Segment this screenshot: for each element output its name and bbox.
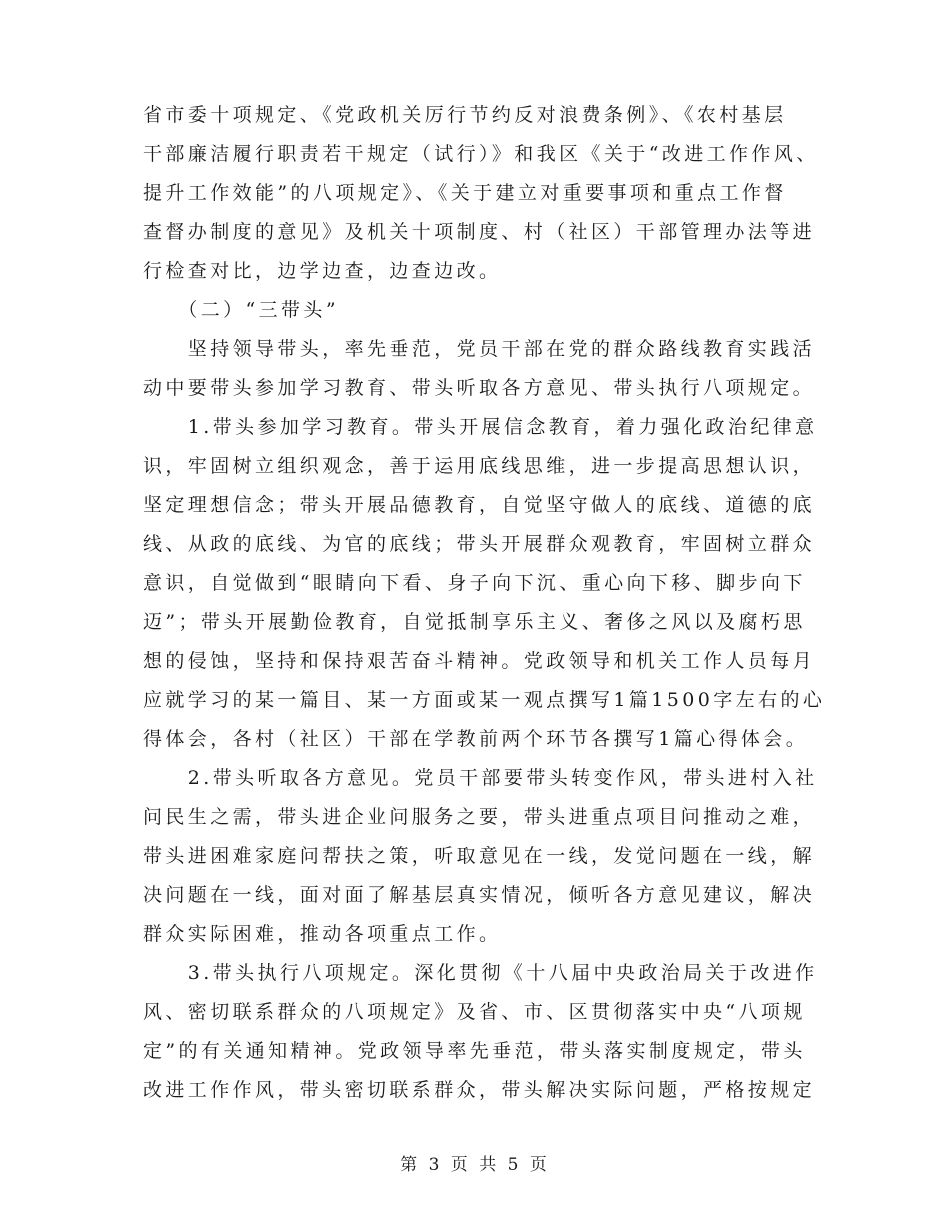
- text-line: 线、从政的底线、为官的底线；带头开展群众观教育，牢固树立群众: [143, 533, 816, 555]
- paragraph-intro: [143, 330, 816, 408]
- text-line: 省市委十项规定、《党政机关厉行节约反对浪费条例》、《农村基层: [143, 104, 787, 126]
- text-line: 群众实际困难，推动各项重点工作。: [143, 923, 502, 945]
- paragraph-continuation: [143, 96, 819, 291]
- text-line: 坚持领导带头，率先垂范，党员干部在党的群众路线教育实践活: [143, 338, 816, 360]
- text-line: 1.带头参加学习教育。带头开展信念教育，着力强化政治纪律意: [143, 416, 818, 438]
- text-line: 坚定理想信念；带头开展品德教育，自觉坚守做人的底线、道德的底: [143, 494, 816, 516]
- section-heading: [143, 291, 808, 330]
- paragraph-item-1: [143, 408, 826, 759]
- text-line: 带头进困难家庭问帮扶之策，听取意见在一线，发觉问题在一线，解: [143, 845, 816, 867]
- heading-line: （二）“三带头”: [143, 299, 339, 321]
- text-line: 干部廉洁履行职责若干规定（试行）》和我区《关于“改进工作作风、: [143, 143, 819, 165]
- text-line: 识，牢固树立组织观念，善于运用底线思维，进一步提高思想认识，: [143, 455, 816, 477]
- text-line: 决问题在一线，面对面了解基层真实情况，倾听各方意见建议，解决: [143, 884, 816, 906]
- text-line: 提升工作效能”的八项规定》、《关于建立对重要事项和重点工作督: [143, 182, 787, 204]
- text-line: 得体会，各村（社区）干部在学教前两个环节各撰写1篇心得体会。: [143, 728, 809, 750]
- paragraph-item-3: [143, 954, 818, 1110]
- text-line: 2.带头听取各方意见。党员干部要带头转变作风，带头进村入社: [143, 767, 818, 789]
- text-line: 风、密切联系群众的八项规定》及省、市、区贯彻落实中央“八项规: [143, 1001, 806, 1023]
- text-line: 问民生之需，带头进企业问服务之要，带头进重点项目问推动之难，: [143, 806, 816, 828]
- text-line: 应就学习的某一篇目、某一方面或某一观点撰写1篇1500字左右的心: [143, 689, 826, 711]
- text-line: 行检查对比，边学边查，边查边改。: [143, 260, 502, 282]
- text-line: 3.带头执行八项规定。深化贯彻《十八届中央政治局关于改进作: [143, 962, 818, 984]
- text-line: 动中要带头参加学习教育、带头听取各方意见、带头执行八项规定。: [143, 377, 816, 399]
- text-line: 意识，自觉做到“眼睛向下看、身子向下沉、重心向下移、脚步向下: [143, 572, 806, 594]
- page-number-footer: 第 3 页 共 5 页: [400, 1155, 550, 1175]
- document-body: [143, 96, 826, 1110]
- text-line: 定”的有关通知精神。党政领导率先垂范，带头落实制度规定，带头: [143, 1040, 806, 1062]
- text-line: 改进工作作风，带头密切联系群众，带头解决实际问题，严格按规定: [143, 1079, 816, 1101]
- paragraph-item-2: [143, 759, 818, 954]
- text-line: 查督办制度的意见》及机关十项制度、村（社区）干部管理办法等进: [143, 221, 816, 243]
- text-line: 迈”；带头开展勤俭教育，自觉抵制享乐主义、奢侈之风以及腐朽思: [143, 611, 806, 633]
- text-line: 想的侵蚀，坚持和保持艰苦奋斗精神。党政领导和机关工作人员每月: [143, 650, 816, 672]
